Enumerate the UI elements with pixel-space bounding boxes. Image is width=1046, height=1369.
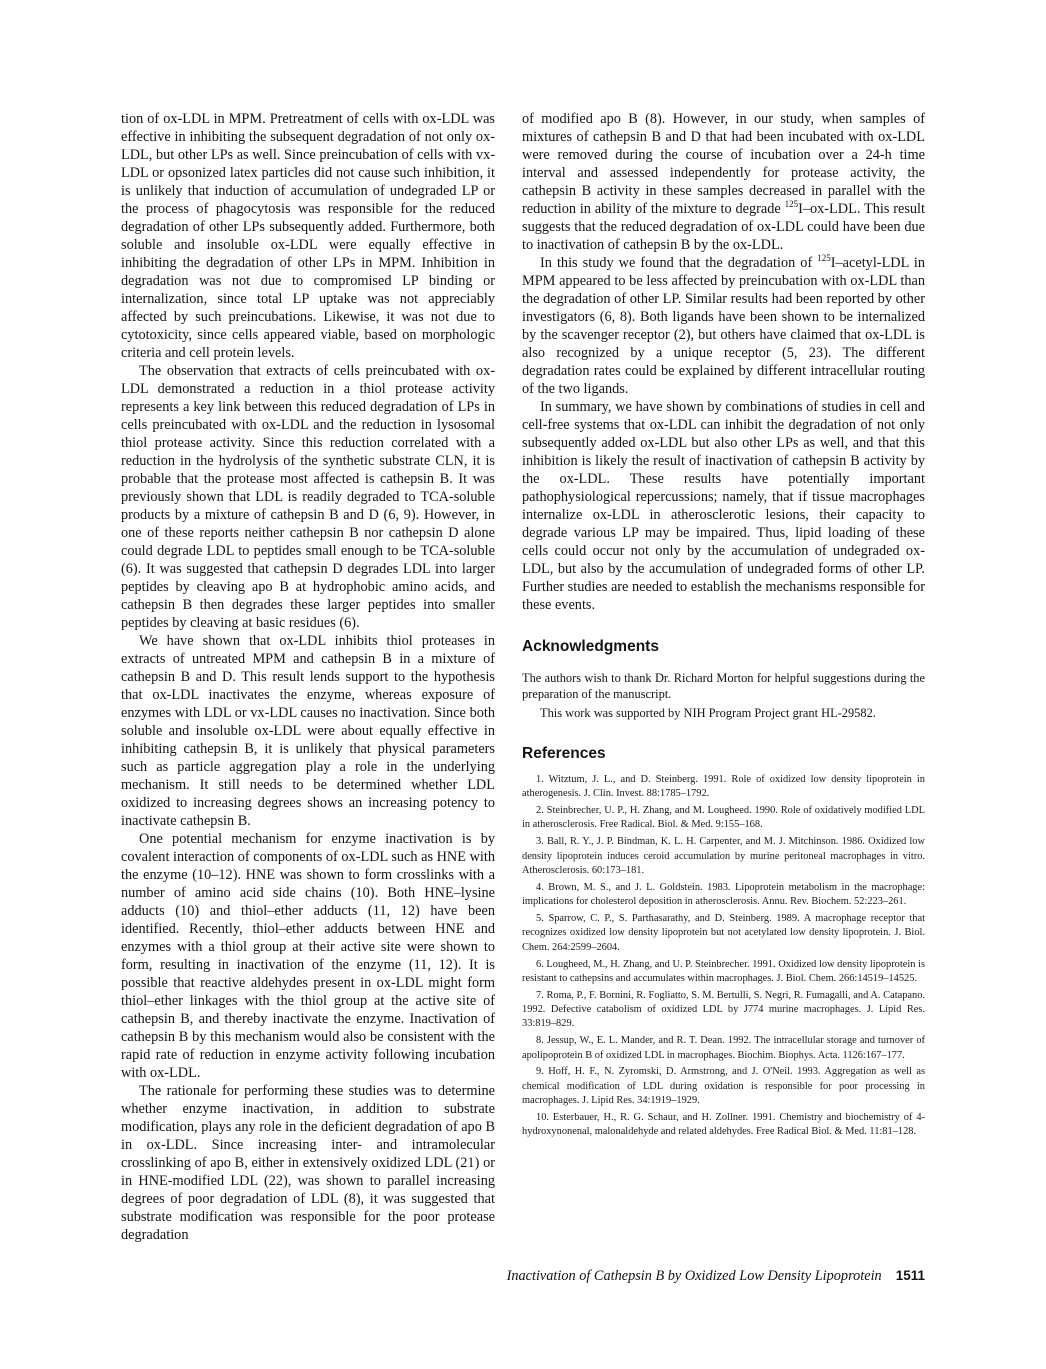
body-paragraph: The observation that extracts of cells preincubated with ox-LDL demonstrated a reduction in a thiol protease activity represents a key link between this reduced degradation of LPs in cells preincubated with ox-LDL and the reduction in lysosomal thiol protease activity. Since this reduction correlated with a reduction in the hydrolysis of the synthetic substrate CLN, it is probable that the protease most affected is cathepsin B. It was previously shown that LDL is readily degraded to TCA-soluble products by a mixture of cathepsin B and D (6, 9). However, in one of these reports neither cathepsin B nor cathepsin D alone could degrade LDL to peptides small enough to be TCA-soluble (6). It was suggested that cathepsin D degrades LDL into larger peptides by cleaving apo B at hydrophobic amino acids, and cathepsin B then degrades these larger peptides into smaller peptides by cleaving at basic residues (6). [121,363,495,631]
page-footer [490,1268,925,1285]
body-paragraph: In summary, we have shown by combinations of studies in cell and cell-free systems that ox-LDL can inhibit the degradation of not only subsequently added ox-LDL but also other LPs as well, and that this inhibition is likely the result of inactivation of cathepsin B activity by the ox-LDL. These results have potentially important pathophysiological repercussions; namely, that if tissue macrophages internalize ox-LDL in atherosclerotic lesions, their capacity to degrade various LP may be impaired. Thus, lipid loading of these cells could occur not only by the accumulation of undegraded ox-LDL, but also by the accumulation of undegraded forms of other LP. Further studies are needed to establish the mechanisms responsible for these events. [522,399,925,613]
body-paragraph [522,110,925,254]
reference-item: 4. Brown, M. S., and J. L. Goldstein. 1983. Lipoprotein metabolism in the macrophage: implications for cholesterol deposition in atherosclerosis. Annu. Rev. Biochem. 52:223–261. [522,881,925,908]
reference-item: 5. Sparrow, C. P., S. Parthasarathy, and D. Steinberg. 1989. A macrophage receptor that recognizes oxidized low density lipoprotein but not acetylated low density lipoprotein. J. Biol. Chem. 264:2599–2604. [522,913,925,953]
isotope-superscript: 125 [784,199,799,210]
acknowledgments-heading: Acknowledgments [522,638,659,655]
acknowledgments-section [522,670,925,721]
discussion-continued [522,110,925,614]
reference-list [522,773,925,1139]
body-paragraph: One potential mechanism for enzyme inactivation is by covalent interaction of components of ox-LDL such as HNE with the enzyme (10–12). HNE was shown to form crosslinks with a number of amino acid side chains (10). Both HNE–lysine adducts (10) and thiol–ether adducts (11, 12) have been identified. Recently, thiol–ether adducts between HNE and enzymes with a thiol group at their active site were shown to form, resulting in inactivation of the enzyme (11, 12). It is possible that reactive aldehydes present in ox-LDL might form thiol–ether linkages with the thiol group at the active site of cathepsin B, and thereby inactivate the enzyme. Inactivation of cathepsin B by this mechanism would also be consistent with the rapid rate of reduction in enzyme activity following incubation with ox-LDL. [121,831,495,1081]
text-run: of modified apo B (8). However, in our study, when samples of mixtures of cathepsin B and D that had been incubated with ox-LDL were removed during the course of incubation over a 24-h time interval and assessed independently for protease activity, the cathepsin B activity in these samples decreased in parallel with the reduction in ability of the mixture to degrade [522,111,925,217]
page-number: 1511 [895,1268,925,1283]
body-paragraph: tion of ox-LDL in MPM. Pretreatment of cells with ox-LDL was effective in inhibiting the subsequent degradation of not only ox-LDL, but other LPs as well. Since preincubation of cells with vx-LDL or opsonized latex particles did not cause such inhibition, it is unlikely that induction of accumulation of undegraded LP or the process of phagocytosis was responsible for the reduced degradation of other LPs subsequently added. Furthermore, both soluble and insoluble ox-LDL were equally effective in inhibiting the degradation of other LPs in MPM. Inhibition in degradation was not due to compromised LP binding or internalization, since total LP uptake was not appreciably affected by such preincubations. Likewise, it was not due to cytotoxicity, since cells appeared viable, based on morphologic criteria and cell protein levels. [121,111,495,361]
reference-item: 10. Esterbauer, H., R. G. Schaur, and H. Zollner. 1991. Chemistry and biochemistry of 4-hydroxynonenal, malonaldehyde and related aldehydes. Free Radical Biol. & Med. 11:81–128. [522,1111,925,1138]
running-title: Inactivation of Cathepsin B by Oxidized Low Density Lipoprotein [506,1268,882,1284]
reference-item: 1. Witztum, J. L., and D. Steinberg. 1991. Role of oxidized low density lipoprotein in atherogenesis. J. Clin. Invest. 88:1785–1792. [522,774,925,800]
reference-item: 7. Roma, P., F. Bornini, R. Fogliatto, S. M. Bertulli, S. Negri, R. Fumagalli, and A. Catapano. 1992. Defective catabolism of oxidized LDL by J774 murine macrophages. J. Lipid Res. 33:819–829. [522,989,925,1030]
reference-item: 3. Ball, R. Y., J. P. Bindman, K. L. H. Carpenter, and M. J. Mitchinson. 1986. Oxidized low density lipoprotein induces ceroid accumulation by murine peritoneal macrophages in vitro. Atherosclerosis. 60:173–181. [522,836,925,876]
reference-item: 8. Jessup, W., E. L. Mander, and R. T. Dean. 1992. The intracellular storage and turnover of apolipoprotein B of oxidized LDL in macrophages. Biochim. Biophys. Acta. 1126:167–177. [522,1035,925,1061]
reference-item: 9. Hoff, H. F., N. Zyromski, D. Armstrong, and J. O'Neil. 1993. Aggregation as well as chemical modification of LDL during oxidation is responsible for poor processing in macrophages. J. Lipid Res. 34:1919–1929. [522,1066,925,1106]
text-run: I–acetyl-LDL in MPM appeared to be less affected by preincubation with ox-LDL than the degradation of other LP. Similar results had been reported by other investigators (6, 8). Both ligands have been shown to be internalized by the scavenger receptor (2), but others have claimed that ox-LDL is also recognized by a unique receptor (5, 23). The different degradation rates could be explained by different intracellular routing of the two ligands. [522,255,925,397]
acknowledgment-paragraph: The authors wish to thank Dr. Richard Morton for helpful suggestions during the preparation of the manuscript. [522,671,925,701]
left-column [121,110,495,1244]
text-run: In this study we found that the degradation of [540,255,818,271]
body-paragraph [522,254,925,398]
body-paragraph: The rationale for performing these studies was to determine whether enzyme inactivation, in addition to substrate modification, plays any role in the deficient degradation of apo B in ox-LDL. Since increasing inter- and intramolecular crosslinking of apo B, either in extensively oxidized LDL (21) or in HNE-modified LDL (22), was shown to parallel increasing degrees of poor degradation of LDL (8), it was suggested that substrate modification was responsible for the poor protease degradation [121,1083,495,1243]
reference-item: 6. Lougheed, M., H. Zhang, and U. P. Steinbrecher. 1991. Oxidized low density lipoprotein is resistant to cathepsins and accumulates within macrophages. J. Biol. Chem. 266:14519–14525. [522,958,925,984]
funding-paragraph: This work was supported by NIH Program Project grant HL-29582. [540,706,876,720]
text-run: I–ox-LDL. This result suggests that the reduced degradation of ox-LDL could have been due to inactivation of cathepsin B by the ox-LDL. [522,201,925,253]
right-column [522,110,925,1142]
body-paragraph: We have shown that ox-LDL inhibits thiol proteases in extracts of untreated MPM and cathepsin B in a mixture of cathepsin B and D. This result lends support to the hypothesis that ox-LDL inactivates the enzyme, whereas exposure of enzymes with LDL or vx-LDL causes no inactivation. Since both soluble and insoluble ox-LDL were about equally effective in inhibiting cathepsin B, it is unlikely that physical parameters such as particle aggregation play a role in the underlying mechanism. It still needs to be determined whether LDL oxidized to increasing degrees shows an increasing potency to inactivate cathepsin B. [121,633,495,829]
isotope-superscript: 125 [817,253,831,264]
reference-item: 2. Steinbrecher, U. P., H. Zhang, and M. Lougheed. 1990. Role of oxidatively modified LDL in atherosclerosis. Free Radical. Biol. & Med. 9:155–168. [522,805,925,831]
references-heading: References [522,745,606,762]
